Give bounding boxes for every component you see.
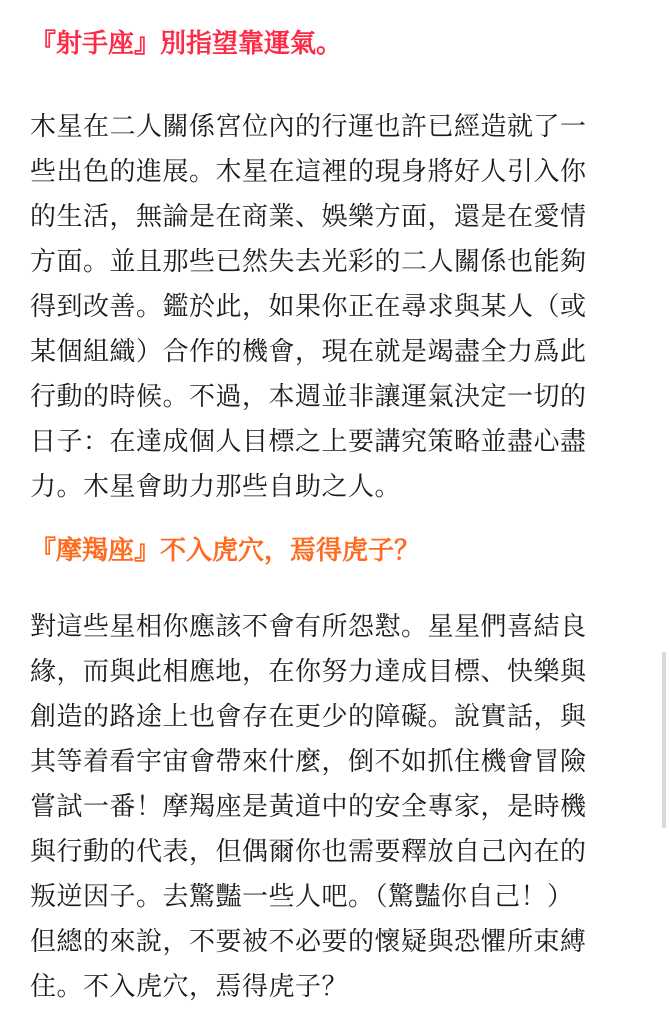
paragraph-line: 嘗試一番！摩羯座是黃道中的安全專家，是時機 <box>30 792 587 822</box>
paragraph-line: 與行動的代表，但偶爾你也需要釋放自己內在的 <box>30 837 587 867</box>
paragraph-line: 但總的來說，不要被不必要的懷疑與恐懼所束縛 <box>30 927 587 957</box>
paragraph-line: 行動的時候。不過，本週並非讓運氣決定一切的 <box>30 382 587 412</box>
capricorn-heading: 『摩羯座』不入虎穴，焉得虎子？ <box>30 536 421 566</box>
paragraph-line: 日子：在達成個人目標之上要講究策略並盡心盡 <box>30 427 587 457</box>
paragraph-line: 其等着看宇宙會帶來什麼，倒不如抓住機會冒險 <box>30 747 587 777</box>
paragraph-line: 的生活，無論是在商業、娛樂方面，還是在愛情 <box>30 202 587 232</box>
paragraph-line: 某個組織）合作的機會，現在就是竭盡全力爲此 <box>30 337 587 367</box>
paragraph-line: 緣，而與此相應地，在你努力達成目標、快樂與 <box>30 657 587 687</box>
paragraph-line: 叛逆因子。去驚豔一些人吧。（驚豔你自己！） <box>30 882 574 912</box>
sagittarius-paragraph <box>30 105 650 510</box>
paragraph-line: 對這些星相你應該不會有所怨懟。星星們喜結良 <box>30 612 587 642</box>
paragraph-line: 木星在二人關係宮位內的行運也許已經造就了一 <box>30 112 587 142</box>
paragraph-line: 力。木星會助力那些自助之人。 <box>30 472 402 502</box>
paragraph-line: 得到改善。鑑於此，如果你正在尋求與某人（或 <box>30 292 587 322</box>
paragraph-line: 方面。並且那些已然失去光彩的二人關係也能夠 <box>30 247 587 277</box>
paragraph-line: 住。不入虎穴，焉得虎子？ <box>30 972 349 1002</box>
capricorn-paragraph <box>30 605 650 1010</box>
sagittarius-heading: 『射手座』別指望靠運氣。 <box>30 29 343 59</box>
paragraph-line: 創造的路途上也會存在更少的障礙。說實話，與 <box>30 702 587 732</box>
scrollbar[interactable] <box>662 652 666 828</box>
paragraph-line: 些出色的進展。木星在這裡的現身將好人引入你 <box>30 157 587 187</box>
